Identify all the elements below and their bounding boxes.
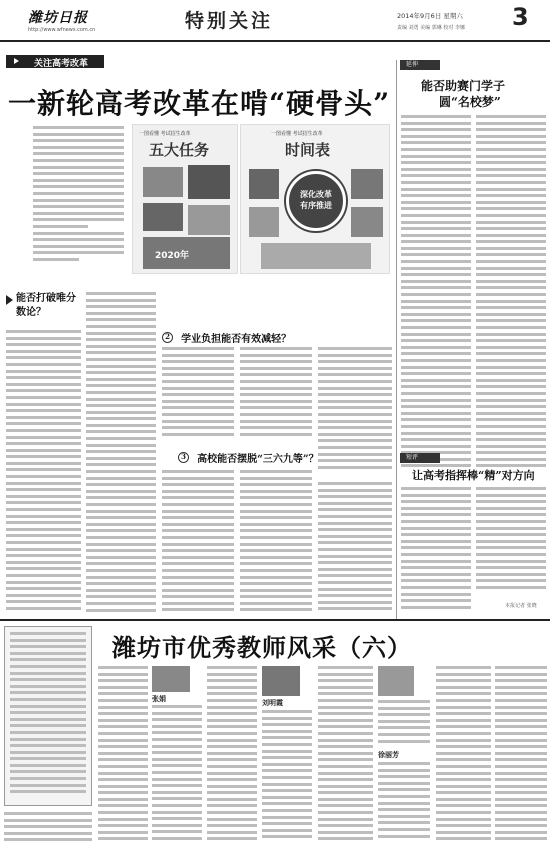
- q3-text-col2: [240, 470, 312, 615]
- infographic-timeline-title: 时间表: [285, 141, 331, 159]
- bottom-col-a: [98, 666, 148, 846]
- banner-label: 关注高考改革: [34, 59, 89, 69]
- infographic-tile: [351, 207, 383, 237]
- infographic-stamp: 2020年: [155, 251, 190, 261]
- bottom-col-e: [318, 666, 373, 846]
- sidebar-title1b: 圆“名校梦”: [439, 95, 501, 109]
- teacher-photo-2: [262, 666, 300, 696]
- q2-title: 学业负担能否有效减轻？: [181, 334, 292, 345]
- infographic-circle-text: 深化改革 有序推进: [300, 190, 332, 210]
- q2-number: 2: [162, 332, 173, 343]
- infographic-tasks: [132, 124, 238, 274]
- section-title: 特别关注: [185, 10, 274, 32]
- article-col2: [86, 292, 156, 615]
- q3-title: 高校能否摆脱“三六九等”？: [197, 454, 319, 465]
- bottom-col-h: [436, 666, 491, 846]
- q1-marker-icon: [6, 295, 13, 305]
- infographic-timeline-tag: 一图看懂 考试招生改革: [271, 131, 323, 137]
- column-divider: [396, 60, 397, 620]
- newspaper-url: http://www.wfnews.com.cn: [28, 27, 96, 33]
- infographic-tile: [249, 169, 279, 199]
- sidebar-byline: 本报记者 张晓: [505, 603, 537, 609]
- bottom-col-d: [262, 710, 312, 845]
- teacher-name-1: 张娟: [152, 695, 166, 703]
- bottom-col-i: [495, 666, 547, 846]
- article-col1: [6, 330, 81, 615]
- teacher-photo-3: [378, 666, 414, 696]
- sidebar-section2: 短评: [406, 454, 419, 461]
- main-headline: 一新轮高考改革在啃“硬骨头”: [8, 87, 391, 120]
- infographic-block: [143, 203, 183, 231]
- sidebar-title2: 让高考指挥棒“精”对方向: [412, 469, 535, 482]
- q3-text-col3: [318, 482, 392, 615]
- infographic-timeline: [240, 124, 390, 274]
- infographic-tasks-tag: 一图看懂 考试招生改革: [139, 131, 191, 137]
- sidebar-article2-col1: [401, 487, 471, 612]
- infographic-block: [143, 167, 183, 197]
- sidebar-article1-col2: [476, 115, 546, 470]
- section-rule: [0, 619, 550, 621]
- teacher-name-2: 刘明霞: [262, 699, 283, 707]
- infographic-block: [188, 205, 230, 235]
- infographic-tasks-title: 五大任务: [149, 141, 210, 159]
- bottom-headline: 潍坊市优秀教师风采（六）: [112, 633, 412, 662]
- banner-arrow-icon: [14, 58, 19, 64]
- bottom-left-box-text: [10, 632, 86, 800]
- editors-line: 责编 刘勇 美编 郭琳 校对 李娜: [397, 25, 465, 31]
- bottom-col-b: [152, 705, 202, 845]
- bottom-col-c: [207, 666, 257, 846]
- q3-heading: [178, 447, 338, 465]
- sidebar-section1: 延伸: [406, 61, 419, 68]
- issue-date: 2014年9月6日 星期六: [397, 12, 463, 20]
- q1-title: 能否打破唯分数论？: [16, 293, 76, 318]
- q2-heading: [162, 327, 392, 345]
- sidebar-title1: 能否助赛门学子: [421, 79, 506, 93]
- infographic-tile: [351, 169, 383, 199]
- q1-heading-block: [6, 292, 84, 327]
- bottom-left-box: [4, 626, 92, 806]
- infographic-tile: [261, 243, 371, 269]
- q3-number: 3: [178, 452, 189, 463]
- page-number: 3: [512, 3, 529, 31]
- infographic-block: [188, 165, 230, 199]
- bottom-left-text: [4, 812, 92, 848]
- q3-text-col1: [162, 470, 234, 615]
- sidebar-section-label: [400, 60, 440, 70]
- teacher-name-3: 徐丽芳: [378, 751, 399, 759]
- sidebar-article2-col2: [476, 487, 546, 592]
- sidebar-section2-label: [400, 453, 440, 463]
- intro-text: [33, 126, 124, 272]
- masthead-rule: [0, 40, 550, 42]
- bottom-col-f: [378, 700, 430, 748]
- newspaper-logo: 潍坊日报: [28, 10, 88, 26]
- q2-text-col2: [240, 347, 312, 442]
- bottom-col-g: [378, 762, 430, 846]
- teacher-photo-1: [152, 666, 190, 692]
- masthead: [0, 0, 550, 40]
- q2-text-col1: [162, 347, 234, 442]
- sidebar-article1-col1: [401, 115, 471, 470]
- infographic-tile: [249, 207, 279, 237]
